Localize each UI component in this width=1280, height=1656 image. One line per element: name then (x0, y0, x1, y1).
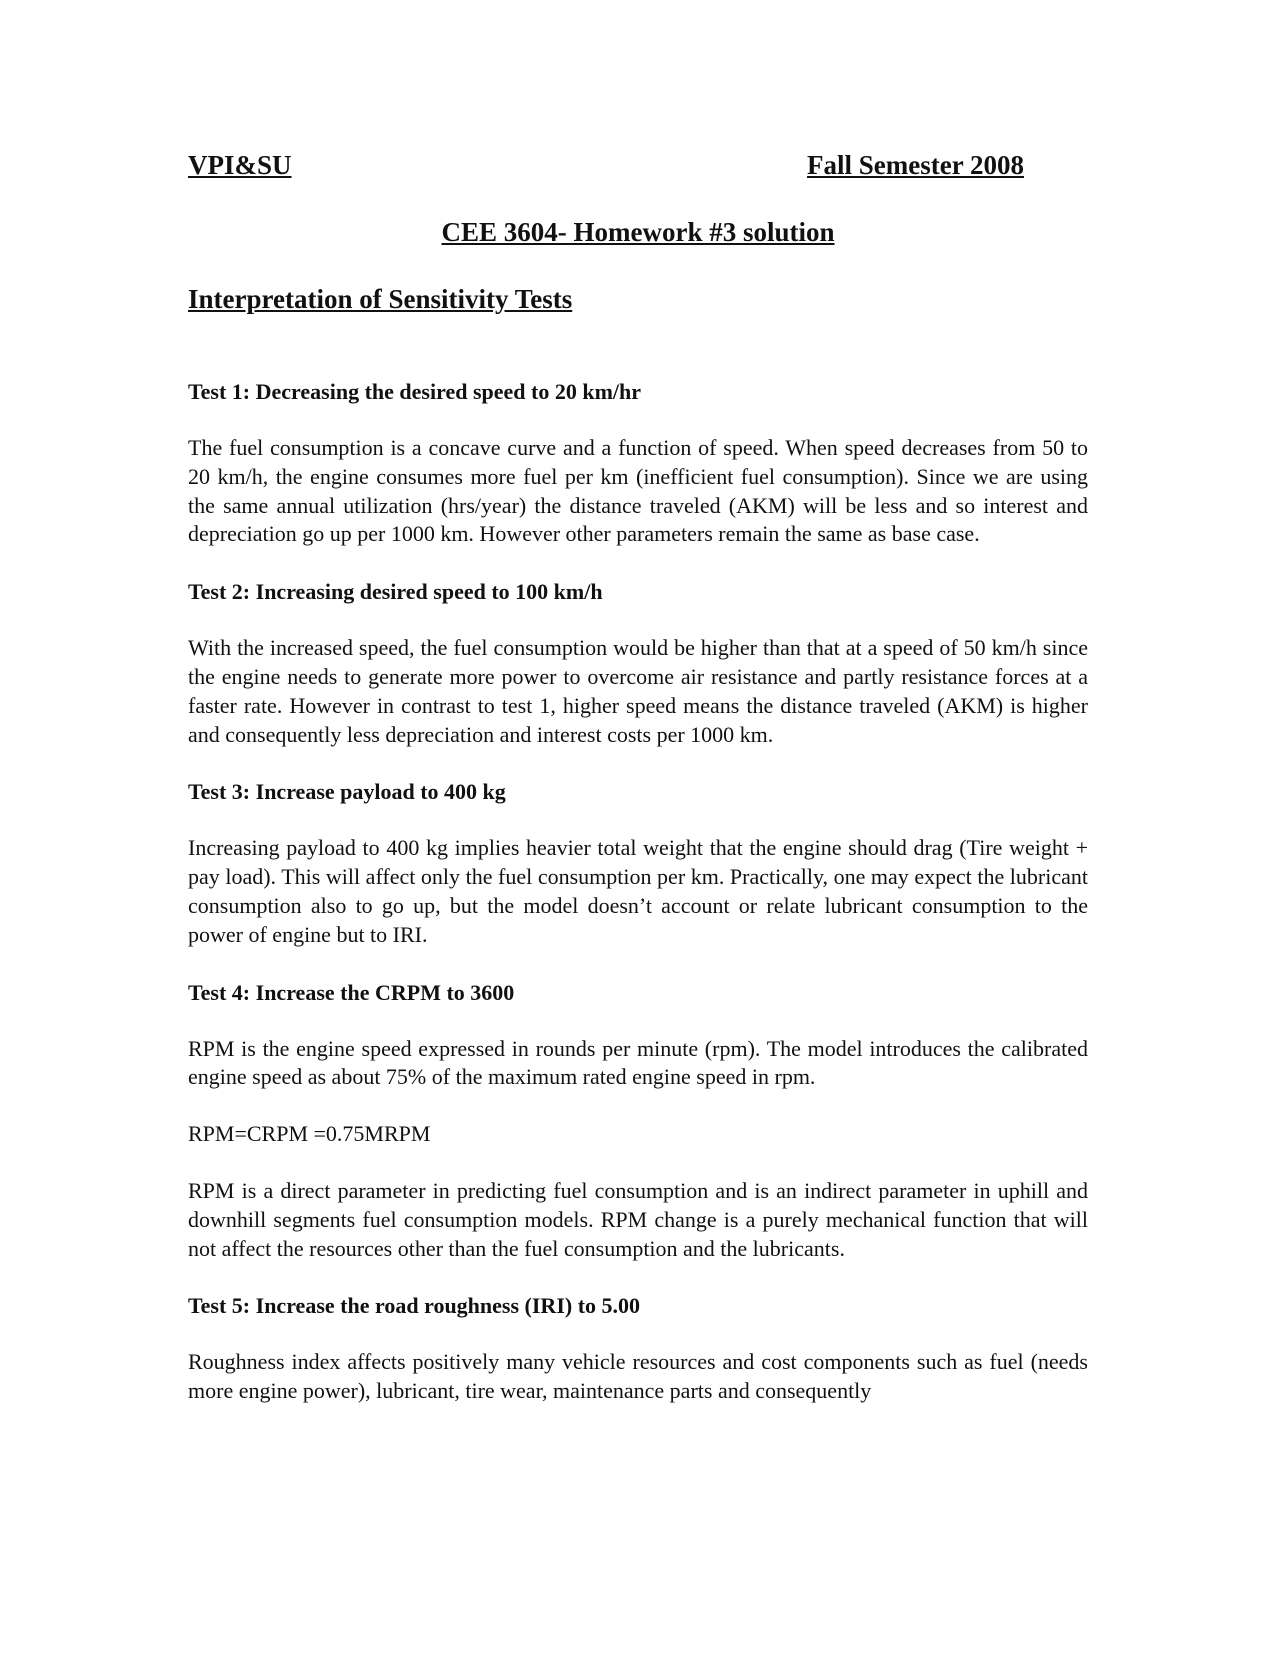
test-1-paragraph: The fuel consumption is a concave curve and a function of speed. When speed decreases from 50 to 20 km/h, the engine consumes more fuel per km (inefficient fuel consumption). Since we are using the same annual utilization (hrs/year) the distance traveled (AKM) will be less and so interest and depreciation go up per 1000 km. However other parameters remain the same as base case. (188, 435, 1088, 547)
test-3-paragraph: Increasing payload to 400 kg implies heavier total weight that the engine should drag (Tire weight + pay load). This will affect only the fuel consumption per km. Practically, one may expect the lubricant consumption also to go up, but the model doesn’t account or relate lubricant consumption to the power of engine but to IRI. (188, 835, 1088, 947)
test-2-paragraph: With the increased speed, the fuel consumption would be higher than that at a speed of 50 km/h since the engine needs to generate more power to overcome air resistance and partly resistance forces at a faster rate. However in contrast to test 1, higher speed means the distance traveled (AKM) is higher and consequently less depreciation and interest costs per 1000 km. (188, 635, 1088, 747)
test-5-heading: Test 5: Increase the road roughness (IRI) to 5.00 (188, 1293, 641, 1319)
semester-label: Fall Semester 2008 (807, 150, 1024, 180)
document-header (188, 150, 1088, 190)
document-title: CEE 3604- Homework #3 solution (441, 217, 835, 247)
test-4-paragraph: RPM is the engine speed expressed in rounds per minute (rpm). The model introduces the calibrated engine speed as about 75% of the maximum rated engine speed in rpm. (188, 1035, 1088, 1090)
test-5-paragraph: Roughness index affects positively many vehicle resources and cost components such as fuel (needs more engine power), lubricant, tire wear, maintenance parts and consequently (188, 1349, 1088, 1404)
test-4-paragraph-2: RPM is a direct parameter in predicting fuel consumption and is an indirect parameter in uphill and downhill segments fuel consumption models. RPM change is a purely mechanical function that will not affect the resources other than the fuel consumption and the lubricants. (188, 1177, 1088, 1261)
test-1-heading: Test 1: Decreasing the desired speed to 20 km/hr (188, 379, 642, 404)
institution-name: VPI&SU (188, 150, 292, 180)
test-3-heading: Test 3: Increase payload to 400 kg (188, 779, 506, 805)
rpm-equation: RPM=CRPM =0.75MRPM (188, 1121, 431, 1147)
test-4-heading: Test 4: Increase the CRPM to 3600 (188, 979, 515, 1005)
section-title: Interpretation of Sensitivity Tests (188, 284, 573, 314)
test-2-heading: Test 2: Increasing desired speed to 100 km/h (188, 579, 603, 605)
document-body (188, 377, 1088, 1434)
